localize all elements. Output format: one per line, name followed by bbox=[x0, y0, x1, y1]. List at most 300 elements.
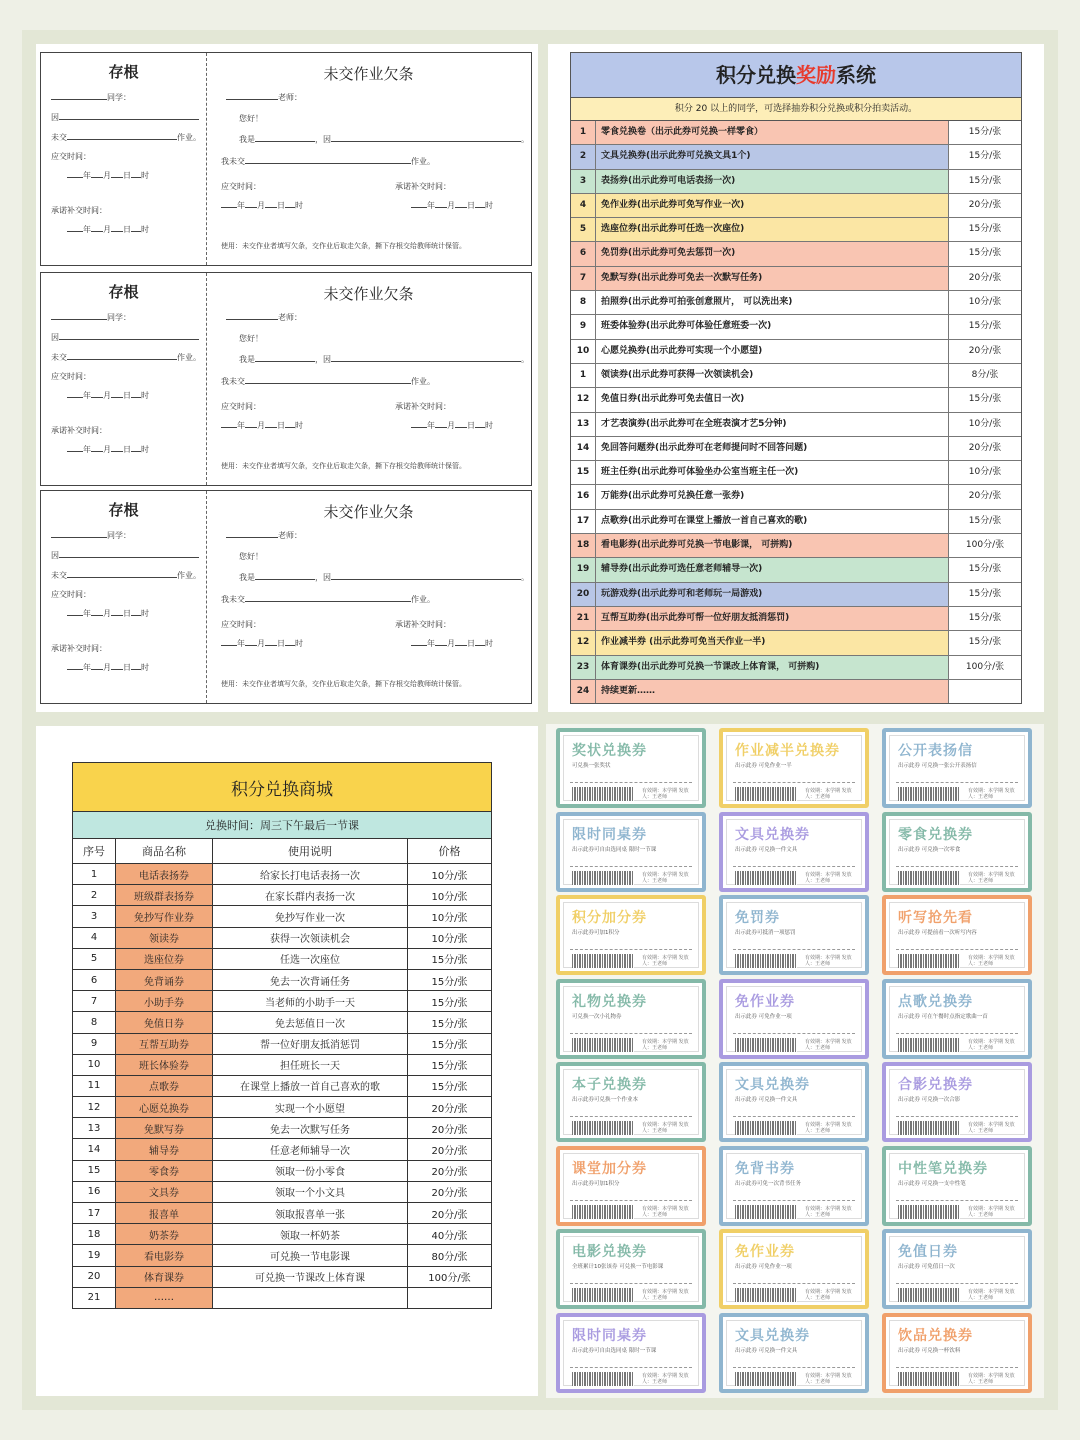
mall-item-desc: 领取报喜单一张 bbox=[213, 1203, 408, 1224]
mall-item-name: 免默写券 bbox=[116, 1118, 213, 1139]
mall-item-price: 20分/张 bbox=[408, 1181, 492, 1202]
mall-item-desc: 免去惩值日一次 bbox=[213, 1012, 408, 1033]
ticket-desc: 出示此券 可兑换一支中性笔 bbox=[898, 1180, 966, 1187]
stub-not-submitted: 未交 作业。 bbox=[51, 571, 201, 580]
exchange-ticket bbox=[882, 1313, 1032, 1393]
mall-no: 6 bbox=[73, 969, 116, 990]
ticket-desc: 出示此券 可在午餐时点指定歌曲一首 bbox=[898, 1013, 988, 1020]
mall-item-desc: 免去一次默写任务 bbox=[213, 1118, 408, 1139]
ticket-desc: 出示此券 可兑换一次零食 bbox=[898, 846, 961, 853]
reward-row bbox=[571, 461, 1021, 485]
stub-promise-time: 承诺补交时间： bbox=[51, 644, 107, 653]
slip-due-date: 年 月 日 时 bbox=[221, 199, 303, 211]
mall-title: 积分兑换商城 bbox=[73, 763, 492, 812]
ticket-title: 免作业券 bbox=[735, 993, 795, 1010]
reward-price: 15分/张 bbox=[949, 315, 1021, 338]
mall-no: 16 bbox=[73, 1181, 116, 1202]
reward-no: 9 bbox=[571, 315, 596, 338]
reward-row bbox=[571, 631, 1021, 655]
reward-desc: 免值日券(出示此券可免去值日一次) bbox=[596, 388, 949, 411]
ticket-footer: 有效期：本学期 发放人：王老师 bbox=[805, 1372, 852, 1385]
stub-due-date: 年 月 日 时 bbox=[67, 389, 149, 401]
reward-price: 15分/张 bbox=[949, 583, 1021, 606]
reward-row bbox=[571, 437, 1021, 461]
slip-i-not-submitted: 我未交 作业。 bbox=[221, 157, 435, 166]
reward-no: 21 bbox=[571, 607, 596, 630]
mall-item-name: 心愿兑换券 bbox=[116, 1097, 213, 1118]
mall-header-price: 价格 bbox=[408, 839, 492, 864]
mall-no: 13 bbox=[73, 1118, 116, 1139]
reward-price: 8分/张 bbox=[949, 364, 1021, 387]
reward-no: 17 bbox=[571, 510, 596, 533]
reward-no: 24 bbox=[571, 680, 596, 703]
mall-no: 9 bbox=[73, 1033, 116, 1054]
ticket-title: 积分加分券 bbox=[572, 910, 647, 926]
mall-item-desc: 给家长打电话表扬一次 bbox=[213, 864, 408, 885]
reward-no: 1 bbox=[571, 121, 596, 144]
slip-i-not-submitted: 我未交 作业。 bbox=[221, 377, 435, 386]
ticket-divider bbox=[733, 949, 855, 950]
points-mall-table bbox=[72, 762, 492, 1309]
slip-due-time: 应交时间： bbox=[221, 402, 261, 411]
ticket-footer: 有效期：本学期 发放人：王老师 bbox=[968, 1038, 1015, 1051]
reward-desc: 零食兑换卷（出示此券可兑换一样零食） bbox=[596, 121, 949, 144]
reward-price: 15分/张 bbox=[949, 388, 1021, 411]
mall-item-price: 40分/张 bbox=[408, 1224, 492, 1245]
mall-item-desc: 可兑换一节电影课 bbox=[213, 1245, 408, 1266]
exchange-ticket bbox=[556, 979, 706, 1059]
reward-row bbox=[571, 340, 1021, 364]
mall-item-desc: 任选一次座位 bbox=[213, 948, 408, 969]
barcode-icon bbox=[898, 1205, 960, 1219]
slip-title: 未交作业欠条 bbox=[323, 65, 414, 83]
ticket-title: 零食兑换券 bbox=[898, 826, 973, 843]
slip-i-am: 我是 ，因 。 bbox=[239, 355, 529, 364]
ticket-title: 本子兑换券 bbox=[572, 1077, 647, 1093]
mall-no: 20 bbox=[73, 1266, 116, 1287]
reward-row bbox=[571, 364, 1021, 388]
ticket-title: 听写抢先看 bbox=[898, 910, 973, 926]
ticket-desc: 出示此券 可免作业一项 bbox=[735, 1013, 792, 1020]
mall-item-price: 100分/张 bbox=[408, 1266, 492, 1287]
mall-item-desc: 免去一次背诵任务 bbox=[213, 969, 408, 990]
ticket-divider bbox=[896, 1283, 1018, 1284]
ticket-title: 公开表扬信 bbox=[898, 743, 973, 759]
reward-title: 积分兑换奖励系统 bbox=[571, 53, 1021, 98]
slip-teacher: 老师： bbox=[226, 529, 302, 541]
reward-row bbox=[571, 558, 1021, 582]
ticket-footer: 有效期：本学期 发放人：王老师 bbox=[805, 871, 852, 884]
slip-promise-time: 承诺补交时间： bbox=[395, 402, 451, 411]
mall-item-name: 文具券 bbox=[116, 1181, 213, 1202]
reward-price: 20分/张 bbox=[949, 340, 1021, 363]
reward-desc: 心愿兑换券(出示此券可实现一个小愿望) bbox=[596, 340, 949, 363]
mall-no: 8 bbox=[73, 1012, 116, 1033]
mall-item-price: 15分/张 bbox=[408, 1054, 492, 1075]
slip-promise-date: 年 月 日 时 bbox=[411, 637, 493, 649]
ticket-divider bbox=[896, 782, 1018, 783]
exchange-ticket bbox=[556, 728, 706, 808]
ticket-title: 免值日券 bbox=[898, 1244, 958, 1260]
barcode-icon bbox=[572, 1372, 634, 1386]
reward-desc: 免罚券(出示此券可免去惩罚一次) bbox=[596, 242, 949, 265]
slip-usage: 使用：未交作业者填写欠条，交作业后取走欠条，撕下存根交给教师统计保管。 bbox=[221, 462, 466, 470]
mall-row bbox=[73, 1160, 492, 1181]
ticket-desc: 出示此券 可兑换一张公开表扬信 bbox=[898, 763, 977, 769]
slip-promise-date: 年 月 日 时 bbox=[411, 199, 493, 211]
slip-stub bbox=[41, 53, 207, 265]
ticket-divider bbox=[733, 1283, 855, 1284]
slip-hello: 您好！ bbox=[239, 114, 263, 123]
reward-price: 10分/张 bbox=[949, 413, 1021, 436]
mall-item-name: 看电影券 bbox=[116, 1245, 213, 1266]
slip-teacher: 老师： bbox=[226, 91, 302, 103]
reward-desc: 班主任券(出示此券可体验坐办公室当班主任一次) bbox=[596, 461, 949, 484]
reward-row bbox=[571, 145, 1021, 169]
slip-i-am: 我是 ，因 。 bbox=[239, 573, 529, 582]
mall-item-desc: 可兑换一节课改上体育课 bbox=[213, 1266, 408, 1287]
mall-item-name: 零食券 bbox=[116, 1160, 213, 1181]
barcode-icon bbox=[572, 1121, 634, 1135]
ticket-title: 电影兑换券 bbox=[572, 1244, 647, 1260]
mall-no: 19 bbox=[73, 1245, 116, 1266]
reward-no: 4 bbox=[571, 194, 596, 217]
mall-row bbox=[73, 906, 492, 927]
barcode-icon bbox=[735, 1288, 797, 1302]
ticket-title: 文具兑换券 bbox=[735, 1327, 810, 1344]
ticket-divider bbox=[896, 949, 1018, 950]
mall-item-desc: 获得一次领读机会 bbox=[213, 927, 408, 948]
reward-no: 23 bbox=[571, 656, 596, 679]
mall-item-price: 15分/张 bbox=[408, 969, 492, 990]
slip-title: 未交作业欠条 bbox=[323, 285, 414, 303]
stub-due-time: 应交时间： bbox=[51, 372, 91, 381]
reward-price: 15分/张 bbox=[949, 510, 1021, 533]
reward-row bbox=[571, 194, 1021, 218]
barcode-icon bbox=[735, 1205, 797, 1219]
reward-row bbox=[571, 267, 1021, 291]
ticket-desc: 出示此券 可兑换一杯饮料 bbox=[898, 1347, 961, 1354]
exchange-ticket bbox=[719, 1313, 869, 1393]
reward-row bbox=[571, 218, 1021, 242]
mall-item-name: 报喜单 bbox=[116, 1203, 213, 1224]
mall-row bbox=[73, 1097, 492, 1118]
reward-row bbox=[571, 242, 1021, 266]
homework-slips-panel bbox=[36, 44, 538, 712]
barcode-icon bbox=[572, 871, 634, 885]
ticket-title: 免作业券 bbox=[735, 1244, 795, 1260]
reward-desc: 免默写券(出示此券可免去一次默写任务) bbox=[596, 267, 949, 290]
exchange-ticket bbox=[719, 1146, 869, 1226]
reward-row bbox=[571, 510, 1021, 534]
reward-price: 15分/张 bbox=[949, 631, 1021, 654]
mall-row bbox=[73, 864, 492, 885]
ticket-divider bbox=[733, 1200, 855, 1201]
reward-desc: 玩游戏券(出示此券可和老师玩一局游戏) bbox=[596, 583, 949, 606]
reward-row bbox=[571, 388, 1021, 412]
stub-because: 因 bbox=[51, 111, 199, 123]
reward-price: 15分/张 bbox=[949, 218, 1021, 241]
barcode-icon bbox=[898, 787, 960, 801]
reward-desc: 领读券(出示此券可获得一次领读机会) bbox=[596, 364, 949, 387]
ticket-title: 点歌兑换券 bbox=[898, 993, 973, 1010]
reward-price: 15分/张 bbox=[949, 145, 1021, 168]
reward-no: 16 bbox=[571, 485, 596, 508]
mall-item-name: 选座位券 bbox=[116, 948, 213, 969]
reward-price: 100分/张 bbox=[949, 656, 1021, 679]
ticket-title: 中性笔兑换券 bbox=[898, 1160, 988, 1177]
mall-row bbox=[73, 1054, 492, 1075]
ticket-title: 课堂加分券 bbox=[572, 1160, 647, 1177]
ticket-divider bbox=[733, 866, 855, 867]
exchange-ticket bbox=[556, 1313, 706, 1393]
mall-no: 10 bbox=[73, 1054, 116, 1075]
mall-item-name: …… bbox=[116, 1287, 213, 1308]
stub-student: 同学： bbox=[51, 529, 131, 541]
exchange-ticket bbox=[882, 812, 1032, 892]
barcode-icon bbox=[898, 954, 960, 968]
exchange-ticket bbox=[719, 728, 869, 808]
mall-item-name: 免背诵券 bbox=[116, 969, 213, 990]
ticket-desc: 出示此券可加1积分 bbox=[572, 1180, 620, 1187]
ticket-divider bbox=[570, 866, 692, 867]
reward-row bbox=[571, 121, 1021, 145]
ticket-desc: 出示此券 可免值日一次 bbox=[898, 1264, 955, 1270]
mall-item-price: 80分/张 bbox=[408, 1245, 492, 1266]
ticket-title: 免背书券 bbox=[735, 1160, 795, 1177]
ticket-footer: 有效期：本学期 发放人：王老师 bbox=[968, 788, 1015, 800]
mall-item-price bbox=[408, 1287, 492, 1308]
stub-promise-date: 年 月 日 时 bbox=[67, 661, 149, 673]
reward-desc: 文具兑换券(出示此券可兑换文具1个) bbox=[596, 145, 949, 168]
ticket-title: 奖状兑换券 bbox=[572, 743, 647, 759]
reward-price: 20分/张 bbox=[949, 437, 1021, 460]
reward-desc: 拍照券(出示此券可拍张创意照片， 可以洗出来) bbox=[596, 291, 949, 314]
barcode-icon bbox=[735, 1372, 797, 1386]
slip-promise-time: 承诺补交时间： bbox=[395, 182, 451, 191]
ticket-desc: 出示此券可兑换一个作业本 bbox=[572, 1097, 639, 1103]
mall-row bbox=[73, 948, 492, 969]
mall-item-desc: 在课堂上播放一首自己喜欢的歌 bbox=[213, 1075, 408, 1096]
reward-price: 15分/张 bbox=[949, 170, 1021, 193]
reward-price: 20分/张 bbox=[949, 485, 1021, 508]
homework-slip bbox=[40, 272, 532, 486]
stub-title: 存根 bbox=[108, 283, 139, 301]
ticket-footer: 有效期：本学期 发放人：王老师 bbox=[805, 1038, 852, 1051]
ticket-desc: 可兑换一次小礼物券 bbox=[572, 1013, 622, 1020]
reward-no: 14 bbox=[571, 437, 596, 460]
ticket-footer: 有效期：本学期 发放人：王老师 bbox=[805, 1122, 852, 1134]
stub-not-submitted: 未交 作业。 bbox=[51, 133, 201, 142]
reward-row bbox=[571, 315, 1021, 339]
stub-title: 存根 bbox=[108, 501, 139, 519]
ticket-footer: 有效期：本学期 发放人：王老师 bbox=[642, 871, 689, 884]
reward-system-panel bbox=[548, 44, 1044, 712]
ticket-divider bbox=[733, 1116, 855, 1117]
mall-item-price: 20分/张 bbox=[408, 1203, 492, 1224]
mall-no: 2 bbox=[73, 885, 116, 906]
barcode-icon bbox=[898, 1372, 960, 1386]
stub-promise-date: 年 月 日 时 bbox=[67, 443, 149, 455]
exchange-ticket bbox=[882, 728, 1032, 808]
ticket-footer: 有效期：本学期 发放人：王老师 bbox=[642, 1372, 689, 1385]
stub-title: 存根 bbox=[108, 63, 139, 81]
barcode-icon bbox=[572, 954, 634, 968]
reward-row bbox=[571, 607, 1021, 631]
reward-price: 20分/张 bbox=[949, 267, 1021, 290]
mall-no: 14 bbox=[73, 1139, 116, 1160]
ticket-divider bbox=[896, 866, 1018, 867]
mall-item-price: 15分/张 bbox=[408, 1033, 492, 1054]
ticket-title: 礼物兑换券 bbox=[572, 993, 647, 1010]
reward-no: 12 bbox=[571, 388, 596, 411]
exchange-ticket bbox=[882, 1146, 1032, 1226]
mall-row bbox=[73, 1012, 492, 1033]
ticket-desc: 出示此券 可兑换一件文具 bbox=[735, 1097, 798, 1103]
exchange-ticket bbox=[556, 1229, 706, 1309]
ticket-footer: 有效期：本学期 发放人：王老师 bbox=[642, 1038, 689, 1051]
ticket-desc: 出示此券 可免作业一半 bbox=[735, 763, 792, 769]
mall-row bbox=[73, 1033, 492, 1054]
ticket-title: 合影兑换券 bbox=[898, 1077, 973, 1093]
mall-row bbox=[73, 969, 492, 990]
mall-row bbox=[73, 1118, 492, 1139]
homework-slip bbox=[40, 490, 532, 704]
ticket-title: 文具兑换券 bbox=[735, 1077, 810, 1093]
ticket-footer: 有效期：本学期 发放人：王老师 bbox=[642, 1205, 689, 1218]
slip-hello: 您好！ bbox=[239, 334, 263, 343]
mall-item-desc: 免抄写作业一次 bbox=[213, 906, 408, 927]
ticket-desc: 出示此券 可提前看一次听写内容 bbox=[898, 930, 977, 936]
mall-no: 17 bbox=[73, 1203, 116, 1224]
mall-item-desc: 当老师的小助手一天 bbox=[213, 991, 408, 1012]
reward-no: 6 bbox=[571, 242, 596, 265]
mall-item-desc: 任意老师辅导一次 bbox=[213, 1139, 408, 1160]
ticket-title: 作业减半兑换券 bbox=[735, 743, 840, 759]
mall-item-name: 点歌券 bbox=[116, 1075, 213, 1096]
stub-due-date: 年 月 日 时 bbox=[67, 607, 149, 619]
mall-item-price: 15分/张 bbox=[408, 991, 492, 1012]
mall-no: 21 bbox=[73, 1287, 116, 1308]
reward-price bbox=[949, 680, 1021, 703]
mall-item-desc: 领取一杯奶茶 bbox=[213, 1224, 408, 1245]
exchange-ticket bbox=[882, 1229, 1032, 1309]
ticket-divider bbox=[733, 782, 855, 783]
ticket-divider bbox=[896, 1033, 1018, 1034]
reward-no: 7 bbox=[571, 267, 596, 290]
ticket-desc: 出示此券可自由选同桌 限时一节课 bbox=[572, 1347, 657, 1354]
stub-student: 同学： bbox=[51, 311, 131, 323]
ticket-footer: 有效期：本学期 发放人：王老师 bbox=[642, 788, 689, 800]
ticket-divider bbox=[570, 1283, 692, 1284]
exchange-ticket bbox=[556, 1146, 706, 1226]
stub-due-time: 应交时间： bbox=[51, 590, 91, 599]
stub-student: 同学： bbox=[51, 91, 131, 103]
mall-item-desc: 担任班长一天 bbox=[213, 1054, 408, 1075]
reward-desc: 表扬券(出示此券可电话表扬一次) bbox=[596, 170, 949, 193]
exchange-ticket bbox=[882, 1062, 1032, 1142]
slip-due-date: 年 月 日 时 bbox=[221, 637, 303, 649]
slip-hello: 您好！ bbox=[239, 552, 263, 561]
mall-exchange-time: 兑换时间：周三下午最后一节课 bbox=[73, 812, 492, 839]
mall-item-name: 班长体验券 bbox=[116, 1054, 213, 1075]
mall-no: 15 bbox=[73, 1160, 116, 1181]
mall-item-name: 免抄写作业券 bbox=[116, 906, 213, 927]
reward-price: 15分/张 bbox=[949, 607, 1021, 630]
mall-item-price: 20分/张 bbox=[408, 1097, 492, 1118]
reward-price: 10分/张 bbox=[949, 291, 1021, 314]
ticket-footer: 有效期：本学期 发放人：王老师 bbox=[968, 871, 1015, 884]
tickets-panel bbox=[546, 724, 1044, 1398]
ticket-footer: 有效期：本学期 发放人：王老师 bbox=[968, 1289, 1015, 1301]
reward-no: 18 bbox=[571, 534, 596, 557]
reward-no: 10 bbox=[571, 340, 596, 363]
mall-header-row bbox=[73, 839, 492, 864]
mall-row bbox=[73, 1139, 492, 1160]
ticket-footer: 有效期：本学期 发放人：王老师 bbox=[968, 1122, 1015, 1134]
slip-i-not-submitted: 我未交 作业。 bbox=[221, 595, 435, 604]
slip-stub bbox=[41, 273, 207, 485]
reward-desc: 体育课券(出示此券可兑换一节课改上体育课， 可拼购) bbox=[596, 656, 949, 679]
mall-item-name: 免值日券 bbox=[116, 1012, 213, 1033]
mall-item-desc: 帮一位好朋友抵消惩罚 bbox=[213, 1033, 408, 1054]
reward-row bbox=[571, 170, 1021, 194]
mall-row bbox=[73, 1203, 492, 1224]
mall-item-price: 10分/张 bbox=[408, 885, 492, 906]
reward-row bbox=[571, 291, 1021, 315]
mall-item-price: 15分/张 bbox=[408, 948, 492, 969]
mall-row bbox=[73, 927, 492, 948]
ticket-title: 免罚券 bbox=[735, 910, 780, 926]
barcode-icon bbox=[898, 1038, 960, 1052]
mall-item-desc: 领取一个小文具 bbox=[213, 1181, 408, 1202]
reward-no: 2 bbox=[571, 145, 596, 168]
mall-item-desc: 在家长群内表扬一次 bbox=[213, 885, 408, 906]
reward-row bbox=[571, 413, 1021, 437]
mall-item-price: 15分/张 bbox=[408, 1012, 492, 1033]
mall-row bbox=[73, 1075, 492, 1096]
slip-stub bbox=[41, 491, 207, 703]
ticket-divider bbox=[570, 1367, 692, 1368]
mall-no: 11 bbox=[73, 1075, 116, 1096]
reward-desc: 免回答问题券(出示此券可在老师提问时不回答问题) bbox=[596, 437, 949, 460]
ticket-footer: 有效期：本学期 发放人：王老师 bbox=[642, 1122, 689, 1134]
ticket-divider bbox=[733, 1367, 855, 1368]
barcode-icon bbox=[735, 954, 797, 968]
ticket-divider bbox=[896, 1116, 1018, 1117]
mall-item-name: 辅导券 bbox=[116, 1139, 213, 1160]
ticket-footer: 有效期：本学期 发放人：王老师 bbox=[968, 1205, 1015, 1218]
slip-due-time: 应交时间： bbox=[221, 620, 261, 629]
reward-price: 15分/张 bbox=[949, 121, 1021, 144]
mall-item-desc: 实现一个小愿望 bbox=[213, 1097, 408, 1118]
reward-price: 20分/张 bbox=[949, 194, 1021, 217]
mall-item-price: 15分/张 bbox=[408, 1075, 492, 1096]
reward-price: 15分/张 bbox=[949, 558, 1021, 581]
stub-not-submitted: 未交 作业。 bbox=[51, 353, 201, 362]
ticket-title: 限时同桌券 bbox=[572, 826, 647, 843]
reward-subtitle: 积分 20 以上的同学，可选择抽券积分兑换或积分拍卖活动。 bbox=[571, 98, 1021, 121]
stub-due-time: 应交时间： bbox=[51, 152, 91, 161]
mall-item-price: 10分/张 bbox=[408, 906, 492, 927]
slip-title: 未交作业欠条 bbox=[323, 503, 414, 521]
ticket-divider bbox=[570, 782, 692, 783]
barcode-icon bbox=[572, 1205, 634, 1219]
ticket-desc: 可兑换一张奖状 bbox=[572, 763, 611, 769]
reward-no: 19 bbox=[571, 558, 596, 581]
mall-no: 5 bbox=[73, 948, 116, 969]
ticket-divider bbox=[570, 1033, 692, 1034]
